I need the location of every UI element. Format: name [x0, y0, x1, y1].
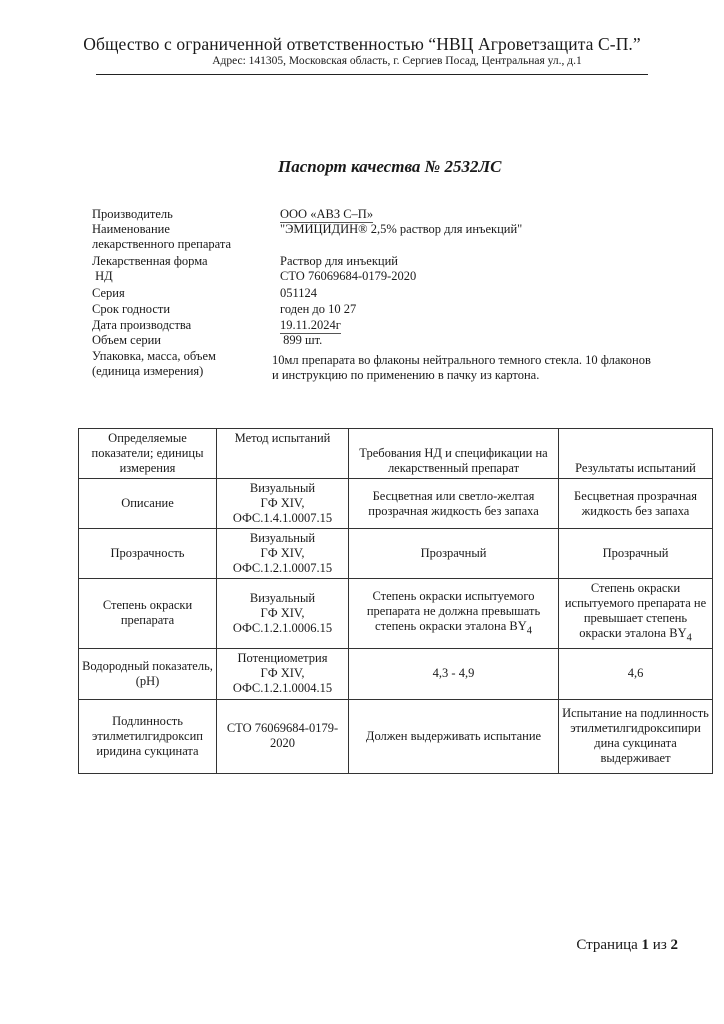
row-method: [217, 529, 349, 579]
name-label-cont: лекарственного препарата: [92, 237, 232, 251]
package-label: Упаковка, масса, объем: [92, 349, 216, 363]
row-parameter: Описание: [79, 479, 217, 529]
table-row: [79, 579, 713, 649]
method-line: ОФС.1.4.1.0007.15: [232, 511, 333, 525]
row-parameter: Прозрачность: [79, 529, 217, 579]
row-requirement: Бесцветная или светло-желтая прозрачная жидкость без запаха: [349, 479, 559, 529]
package-label-cont: (единица измерения): [92, 364, 204, 378]
producer-label: Производитель: [92, 207, 173, 221]
method-line: ОФС.1.2.1.0006.15: [232, 620, 333, 635]
test-results-table: [78, 428, 713, 774]
table-row: [79, 699, 713, 773]
row-result: 4,6: [559, 648, 713, 699]
volume-value: 899 шт.: [280, 333, 323, 347]
company-address: Адрес: 141305, Московская область, г. Сергиев Посад, Центральная ул., д.1: [212, 55, 582, 67]
table-header-row: [79, 429, 713, 479]
nd-label: НД: [92, 269, 113, 283]
row-result: Прозрачный: [559, 529, 713, 579]
production-date-label: Дата производства: [92, 318, 192, 332]
row-result: [559, 579, 713, 649]
header-method: Метод испытаний: [217, 429, 349, 479]
expiry-label: Срок годности: [92, 302, 171, 316]
table-row: [79, 479, 713, 529]
package-value-cont: и инструкцию по применению в пачку из картона.: [272, 368, 540, 382]
row-requirement: Прозрачный: [349, 529, 559, 579]
result-text: Степень окраски испытуемого препарата не превышает степень окраски эталона BY: [564, 581, 707, 640]
page-number: [576, 937, 678, 954]
form-value: Раствор для инъекций: [280, 254, 398, 268]
method-line: Потенциометрия: [237, 651, 328, 665]
method-line: ГФ XIV,: [260, 666, 305, 680]
method-line: Визуальный: [249, 590, 316, 605]
requirement-subscript: 4: [526, 625, 532, 636]
table-row: [79, 648, 713, 699]
method-line: ГФ XIV,: [260, 496, 305, 510]
name-label: Наименование: [92, 222, 170, 236]
page-word: Страница: [576, 937, 638, 953]
method-line: Визуальный: [249, 481, 316, 495]
result-subscript: 4: [686, 632, 692, 644]
header-divider: [96, 74, 648, 75]
of-word: из: [652, 937, 667, 953]
current-page: 1: [641, 937, 650, 953]
method-line: Визуальный: [249, 531, 316, 545]
row-result: Испытание на подлинность этилметилгидроксипири дина сукцината выдерживает: [559, 699, 713, 773]
row-requirement: Должен выдерживать испытание: [349, 699, 559, 773]
header-requirements: Требования НД и спецификации на лекарственный препарат: [349, 429, 559, 479]
form-label: Лекарственная форма: [92, 254, 208, 268]
table-row: [79, 529, 713, 579]
row-result: Бесцветная прозрачная жидкость без запаха: [559, 479, 713, 529]
method-line: ГФ XIV,: [260, 546, 305, 560]
header-results: Результаты испытаний: [559, 429, 713, 479]
row-requirement: [349, 579, 559, 649]
method-line: ГФ XIV,: [260, 605, 305, 620]
total-pages: 2: [670, 937, 678, 953]
row-parameter: Подлинность этилметилгидроксип иридина сукцината: [79, 699, 217, 773]
series-label: Серия: [92, 286, 125, 300]
volume-label: Объем серии: [92, 333, 162, 347]
method-line: ОФС.1.2.1.0007.15: [232, 561, 333, 575]
document-title: Паспорт качества № 2532ЛС: [278, 157, 502, 176]
package-value: 10мл препарата во флаконы нейтрального темного стекла. 10 флаконов: [272, 353, 651, 367]
series-value: 051124: [280, 286, 318, 300]
row-method: [217, 699, 349, 773]
row-method: [217, 479, 349, 529]
name-value: "ЭМИЦИДИН® 2,5% раствор для инъекций": [280, 222, 523, 236]
row-parameter: Водородный показатель, (рН): [79, 648, 217, 699]
method-line: ОФС.1.2.1.0004.15: [232, 681, 333, 695]
expiry-value: годен до 10 27: [280, 302, 357, 316]
row-parameter: Степень окраски препарата: [79, 579, 217, 649]
header-parameter: Определяемые показатели; единицы измерения: [79, 429, 217, 479]
row-method: [217, 579, 349, 649]
row-method: [217, 648, 349, 699]
producer-value: ООО «АВЗ С–П»: [280, 207, 374, 221]
row-requirement: 4,3 - 4,9: [349, 648, 559, 699]
requirement-text: Степень окраски испытуемого препарата не должна превышать степень окраски эталона BY: [366, 588, 541, 633]
company-name: Общество с ограниченной ответственностью “НВЦ Агроветзащита С-П.”: [83, 34, 641, 54]
method-line: СТО 76069684-0179-2020: [226, 721, 339, 750]
nd-value: СТО 76069684-0179-2020: [280, 269, 417, 283]
production-date-value: 19.11.2024г: [280, 318, 341, 332]
